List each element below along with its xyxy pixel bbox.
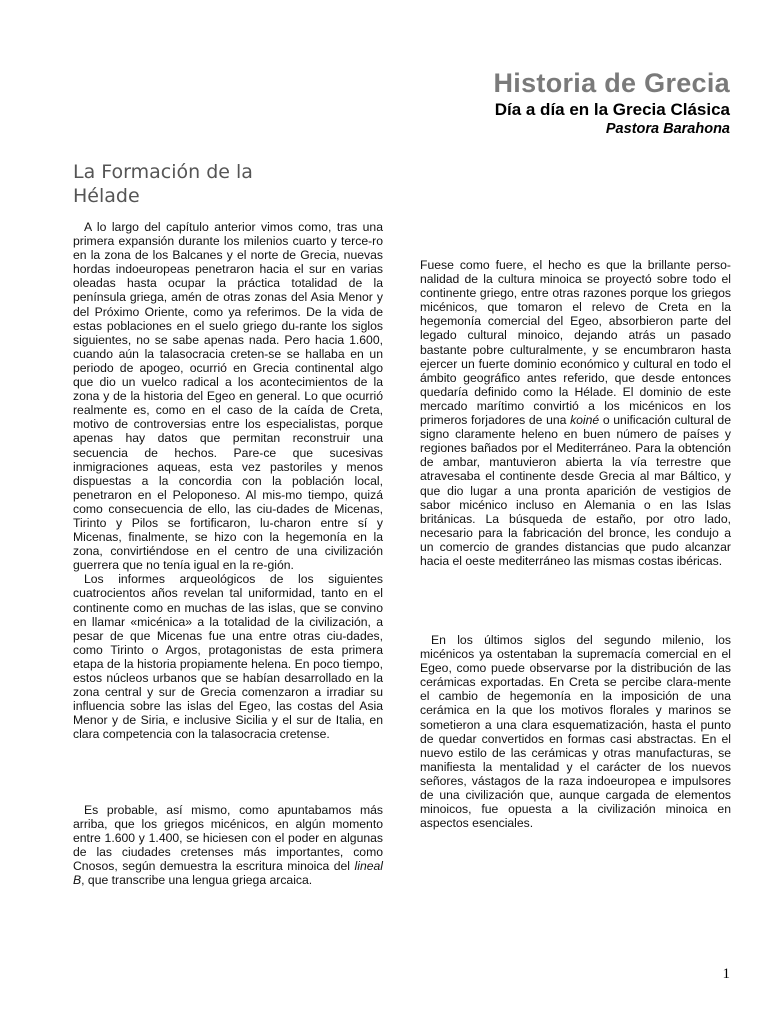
chapter-title-line-2: Hélade xyxy=(73,185,140,207)
paragraph-2: Los informes arqueológicos de los siguientes cuatrocientos años revelan tal uniformidad, tanto en el continente como en muchas de las islas, que se convino en llamar «micénica» a la totalidad de la civilización, a pesar de que Micenas fue una entre otras ciu-dades, como Tirinto o Argos, protagonistas de esta primera etapa de la historia propiamente helena. En poco tiempo, estos núcleos urbanos que se habían desarrollado en la zona central y sur de Grecia comenzaron a irradiar su influencia sobre las islas del Egeo, las costas del Asia Menor y de Siria, e inclusive Sicilia y el sur de Italia, en clara competencia con la talasocracia cretense. xyxy=(73,572,383,742)
paragraph-5: En los últimos siglos del segundo milenio, los micénicos ya ostentaban la supremacía comercial en el Egeo, como puede observarse por la distribución de las cerámicas exportadas. En Creta se percibe clara-mente el cambio de hegemonía en la imposición de una cerámica en la que los motivos florales y marinos se sometieron a una clara esquematización, hasta el punto de quedar convertidos en formas casi abstractas. En el nuevo estilo de las cerámicas y otras manufacturas, se manifiesta la mentalidad y el carácter de los nuevos señores, vástagos de la raza indoeuropea e impulsores de una civilización que, aunque cargada de elementos minoicos, fue opuesta a la civilización minoica en aspectos esenciales. xyxy=(420,633,731,831)
document-subtitle: Día a día en la Grecia Clásica xyxy=(494,100,730,119)
paragraph-3: Es probable, así mismo, como apuntabamos más arriba, que los griegos micénicos, en algún momento entre 1.600 y 1.400, se hiciesen con el poder en algunas de las ciudades cretenses más importantes, como Cnosos, según demuestra la escritura minoica del lineal B, que transcribe una lengua griega arcaica. xyxy=(73,803,383,888)
document-title: Historia de Grecia xyxy=(493,68,730,98)
author-name: Pastora Barahona xyxy=(605,121,730,137)
chapter-title xyxy=(73,160,293,208)
paragraph-4: Fuese como fuere, el hecho es que la brillante perso-nalidad de la cultura minoica se proyectó sobre todo el continente griego, entre otras razones porque los griegos micénicos, que tomaron el relevo de Creta en la hegemonía comercial del Egeo, absorbieron parte del legado cultural minoico, dejando atrás un pasado bastante pobre culturalmente, y se encumbraron hasta ejercer un fuerte dominio económico y cultural en todo el ámbito geográfico antes referido, que desde entonces quedaría definido como la Hélade. El dominio de este mercado marítimo convirtió a los micénicos en los primeros forjadores de una koiné o unificación cultural de signo claramente heleno en buen número de países y regiones bañados por el Mediterráneo. Para la obtención de ambar, mantuvieron abierta la vía terrestre que atravesaba el continente desde Grecia al mar Báltico, y que dio lugar a una pronta aparición de vestigios de sabor micénico incluso en Alemania o en las Islas británicas. La búsqueda de estaño, por otro lado, necesario para la fabricación del bronce, les condujo a un comercio de grandes distancias que pudo alcanzar hacia el oeste mediterráneo las mismas costas ibéricas. xyxy=(420,258,731,568)
chapter-title-line-1: La Formación de la xyxy=(73,161,253,183)
left-column-bottom xyxy=(73,803,383,888)
document-header xyxy=(494,66,731,138)
right-column-bottom xyxy=(420,633,731,830)
paragraph-1: A lo largo del capítulo anterior vimos como, tras una primera expansión durante los milenios cuarto y terce-ro en la zona de los Balcanes y el norte de Grecia, nuevas hordas indoeuropeas penetraron hacia el sur en varias oleadas hasta ocupar la práctica totalidad de la península griega, amén de otras zonas del Asia Menor y del Próximo Oriente, como ya referimos. De la vida de estas poblaciones en el suelo griego du-rante los siglos siguientes, no se sabe apenas nada. Pero hacia 1.600, cuando aún la talasocracia creten-se se hallaba en un periodo de apogeo, ocurrió en Grecia continental algo que dio un vuelco radical a los acontecimientos de la zona y de la historia del Egeo en general. Lo que ocurrió realmente es, como en el caso de la caída de Creta, motivo de controversias entre los especialistas, porque apenas hay datos que permitan reconstruir una secuencia de hechos. Pare-ce que sucesivas inmigraciones aqueas, esta vez pastoriles y menos dispuestas a la concordia con la población local, penetraron en el Peloponeso. Al mis-mo tiempo, quizá como consecuencia de ello, las ciu-dades de Micenas, Tirinto y Pilos se fortificaron, lu-charon entre sí y Micenas, finalmente, se hizo con la hegemonía en la zona, convirtiéndose en el centro de una civilización guerrera que no tenía igual en la re-gión. xyxy=(73,220,383,573)
left-column-top xyxy=(73,220,383,741)
right-column-top xyxy=(420,258,731,568)
page-number: 1 xyxy=(722,966,730,982)
lineal-b-term: lineal B xyxy=(73,859,383,888)
koine-term: koiné xyxy=(570,413,600,428)
